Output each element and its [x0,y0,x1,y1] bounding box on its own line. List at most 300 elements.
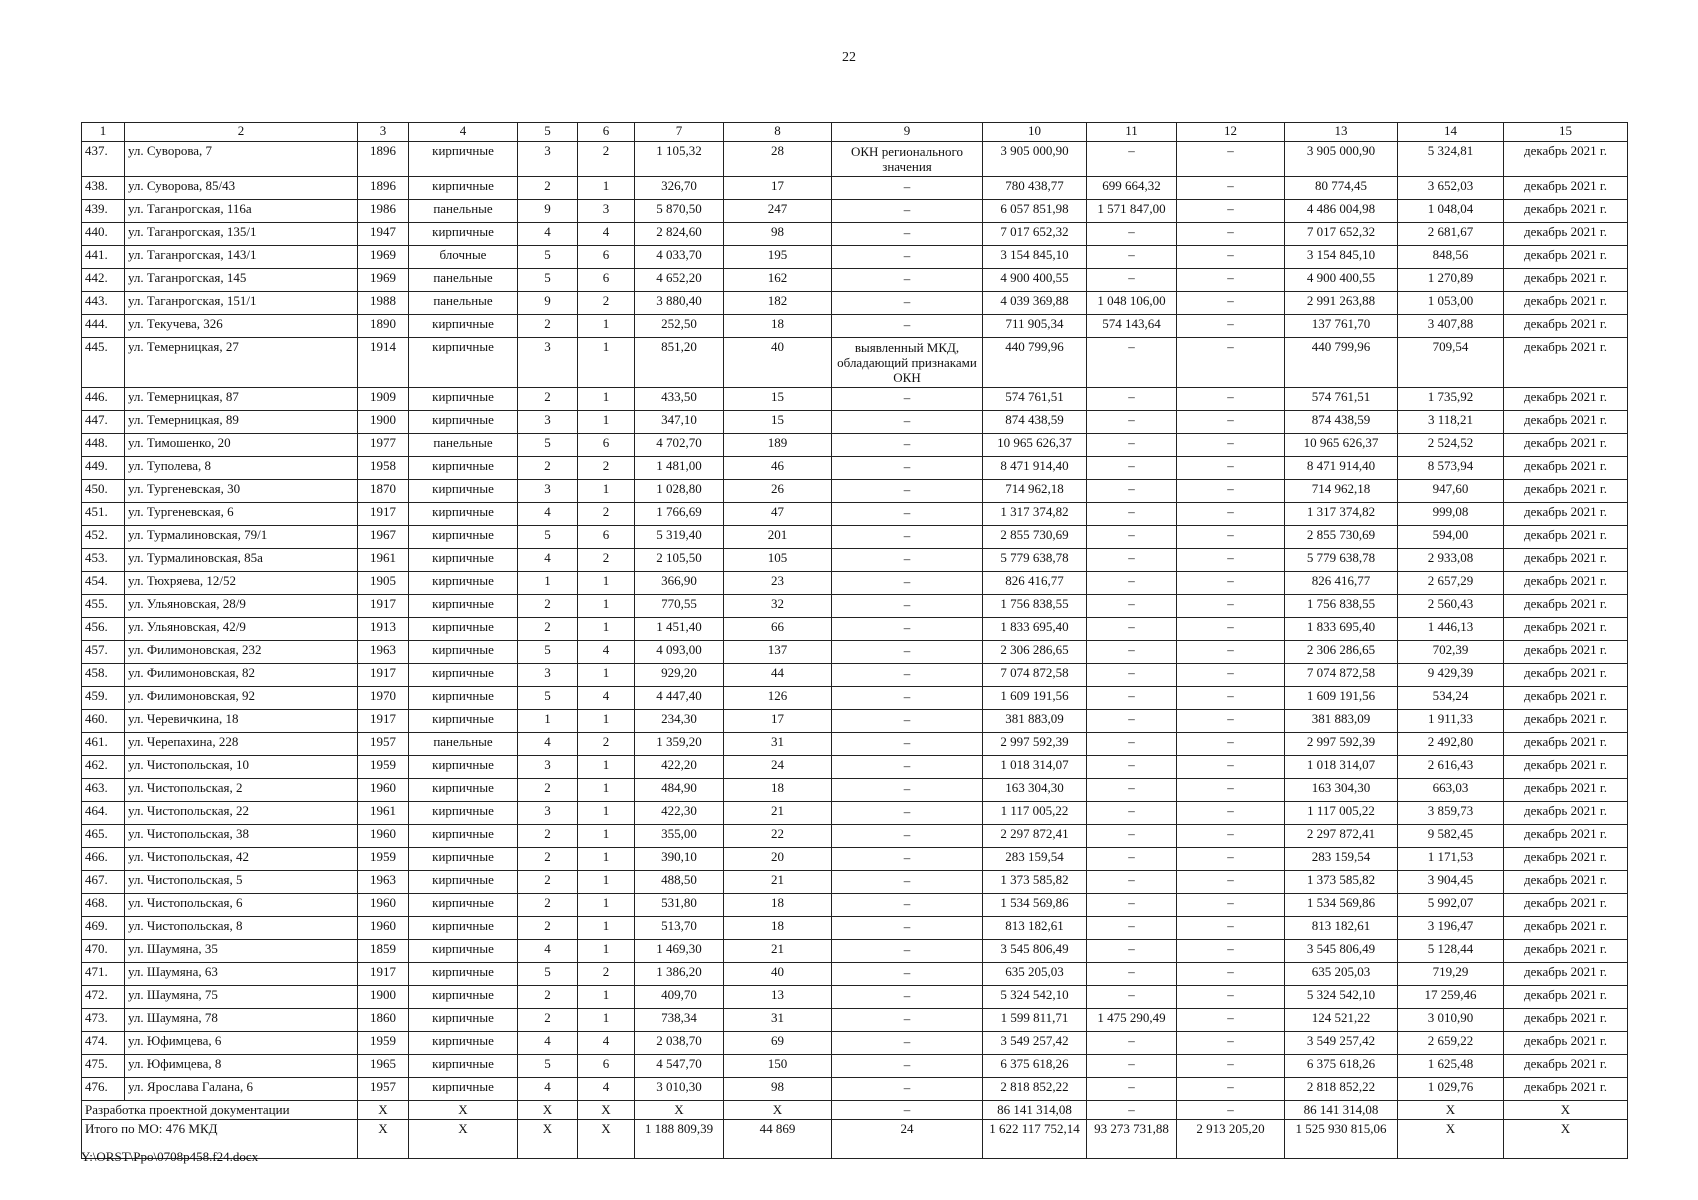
table-cell: 2 616,43 [1398,756,1504,779]
table-cell: 17 259,46 [1398,986,1504,1009]
table-cell: декабрь 2021 г. [1504,142,1628,177]
address-cell: ул. Чистопольская, 22 [125,802,358,825]
table-row [82,480,1628,503]
table-cell: – [1177,434,1285,457]
table-cell: 1 [578,848,635,871]
table-cell: 21 [724,940,832,963]
table-cell: – [1177,1032,1285,1055]
table-cell: кирпичные [409,894,518,917]
table-cell: 813 182,61 [983,917,1087,940]
table-cell: декабрь 2021 г. [1504,200,1628,223]
table-cell: 1 609 191,56 [1285,687,1398,710]
table-cell: 1 446,13 [1398,618,1504,641]
design-row [82,1101,1628,1120]
table-cell: 2 991 263,88 [1285,292,1398,315]
table-cell: 23 [724,572,832,595]
table-row [82,687,1628,710]
table-cell: 5 [518,641,578,664]
table-row [82,664,1628,687]
table-cell: 1 028,80 [635,480,724,503]
table-cell: панельные [409,292,518,315]
table-cell: 1917 [358,664,409,687]
table-cell: 1 [578,388,635,411]
table-cell: кирпичные [409,986,518,1009]
row-index-cell: 461. [82,733,125,756]
row-index-cell: 438. [82,177,125,200]
table-cell: – [832,802,983,825]
table-cell: декабрь 2021 г. [1504,503,1628,526]
table-cell: – [832,177,983,200]
table-cell: 3 549 257,42 [1285,1032,1398,1055]
address-cell: ул. Тимошенко, 20 [125,434,358,457]
table-cell: 1947 [358,223,409,246]
table-cell: 2 297 872,41 [1285,825,1398,848]
table-cell: – [1087,848,1177,871]
table-cell: 813 182,61 [1285,917,1398,940]
table-cell: 163 304,30 [1285,779,1398,802]
table-cell: 1917 [358,963,409,986]
total-cell: 93 273 731,88 [1087,1120,1177,1159]
table-cell: 851,20 [635,338,724,388]
table-cell: 1969 [358,246,409,269]
table-cell: 1 534 569,86 [1285,894,1398,917]
table-cell: 40 [724,963,832,986]
total-cell: 2 913 205,20 [1177,1120,1285,1159]
table-cell: – [1177,687,1285,710]
address-cell: ул. Чистопольская, 42 [125,848,358,871]
table-cell: – [1177,269,1285,292]
table-cell: 3 545 806,49 [1285,940,1398,963]
table-cell: – [832,940,983,963]
table-cell: 40 [724,338,832,388]
table-cell: – [1177,223,1285,246]
table-cell: кирпичные [409,142,518,177]
table-cell: – [832,756,983,779]
table-cell: – [1087,802,1177,825]
table-cell: 1 599 811,71 [983,1009,1087,1032]
address-cell: ул. Юфимцева, 8 [125,1055,358,1078]
table-cell: 10 965 626,37 [1285,434,1398,457]
row-index-cell: 441. [82,246,125,269]
table-cell: 3 905 000,90 [983,142,1087,177]
table-cell: – [1087,871,1177,894]
table-row [82,177,1628,200]
design-cell: X [578,1101,635,1120]
table-cell: 381 883,09 [1285,710,1398,733]
table-cell: 31 [724,1009,832,1032]
design-cell: X [1398,1101,1504,1120]
table-cell: 4 093,00 [635,641,724,664]
row-index-cell: 445. [82,338,125,388]
table-cell: 5 324 542,10 [983,986,1087,1009]
table-cell: 1 048,04 [1398,200,1504,223]
table-row [82,917,1628,940]
table-row [82,848,1628,871]
table-cell: 574 761,51 [1285,388,1398,411]
table-cell: кирпичные [409,802,518,825]
table-cell: 1 735,92 [1398,388,1504,411]
table-cell: кирпичные [409,526,518,549]
table-cell: 1900 [358,411,409,434]
table-cell: 2 560,43 [1398,595,1504,618]
table-cell: 770,55 [635,595,724,618]
table-cell: 702,39 [1398,641,1504,664]
table-cell: 18 [724,779,832,802]
table-cell: – [1087,986,1177,1009]
table-cell: декабрь 2021 г. [1504,292,1628,315]
table-cell: – [1177,338,1285,388]
table-row [82,710,1628,733]
table-cell: 9 582,45 [1398,825,1504,848]
address-cell: ул. Таганрогская, 116а [125,200,358,223]
table-cell: 1896 [358,177,409,200]
table-cell: 2 524,52 [1398,434,1504,457]
table-cell: декабрь 2021 г. [1504,411,1628,434]
table-cell: 2 297 872,41 [983,825,1087,848]
table-cell: – [1087,526,1177,549]
address-cell: ул. Темерницкая, 87 [125,388,358,411]
table-cell: 2 [518,457,578,480]
table-cell: 1 [578,595,635,618]
table-cell: 105 [724,549,832,572]
table-cell: 3 652,03 [1398,177,1504,200]
table-cell: – [832,687,983,710]
row-index-cell: 473. [82,1009,125,1032]
table-cell: – [1177,1055,1285,1078]
table-cell: – [1087,223,1177,246]
table-cell: декабрь 2021 г. [1504,940,1628,963]
table-cell: кирпичные [409,779,518,802]
address-cell: ул. Филимоновская, 92 [125,687,358,710]
table-cell: 2 105,50 [635,549,724,572]
table-cell: 5 [518,246,578,269]
table-cell: 5 128,44 [1398,940,1504,963]
table-cell: – [1177,871,1285,894]
table-cell: декабрь 2021 г. [1504,641,1628,664]
table-cell: 1960 [358,779,409,802]
table-cell: декабрь 2021 г. [1504,269,1628,292]
column-number: 10 [983,123,1087,142]
address-cell: ул. Ульяновская, 28/9 [125,595,358,618]
row-index-cell: 447. [82,411,125,434]
table-cell: 1913 [358,618,409,641]
table-cell: декабрь 2021 г. [1504,572,1628,595]
table-cell: 9 [518,292,578,315]
table-cell: 13 [724,986,832,1009]
table-cell: 2 818 852,22 [1285,1078,1398,1101]
page-number: 22 [842,50,856,65]
total-cell: X [518,1120,578,1159]
column-number: 11 [1087,123,1177,142]
table-cell: 711 905,34 [983,315,1087,338]
row-index-cell: 469. [82,917,125,940]
design-label: Разработка проектной документации [82,1101,358,1120]
table-cell: 2 997 592,39 [1285,733,1398,756]
design-cell: – [832,1101,983,1120]
table-cell: 2 [518,388,578,411]
address-cell: ул. Текучева, 326 [125,315,358,338]
table-cell: 381 883,09 [983,710,1087,733]
table-cell: 1 571 847,00 [1087,200,1177,223]
table-cell: 4 [578,1032,635,1055]
table-cell: – [1177,246,1285,269]
table-cell: – [832,710,983,733]
table-cell: 4 900 400,55 [983,269,1087,292]
table-cell: 440 799,96 [983,338,1087,388]
table-cell: декабрь 2021 г. [1504,549,1628,572]
table-cell: 4 [578,1078,635,1101]
table-cell: 999,08 [1398,503,1504,526]
address-cell: ул. Турмалиновская, 79/1 [125,526,358,549]
table-cell: 1 048 106,00 [1087,292,1177,315]
design-cell: – [1177,1101,1285,1120]
table-cell: 635 205,03 [983,963,1087,986]
table-cell: панельные [409,733,518,756]
table-cell: 355,00 [635,825,724,848]
table-cell: 1957 [358,1078,409,1101]
design-cell: 86 141 314,08 [1285,1101,1398,1120]
address-cell: ул. Тургеневская, 30 [125,480,358,503]
table-cell: – [832,664,983,687]
table-cell: 1 [578,802,635,825]
table-cell: кирпичные [409,480,518,503]
table-cell: – [1087,779,1177,802]
table-cell: – [1177,457,1285,480]
table-cell: – [1087,664,1177,687]
table-cell: 433,50 [635,388,724,411]
table-cell: 5 [518,269,578,292]
table-cell: 283 159,54 [1285,848,1398,871]
table-cell: 3 [518,480,578,503]
table-cell: – [1087,338,1177,388]
table-cell: 1 481,00 [635,457,724,480]
table-cell: 6 [578,246,635,269]
table-row [82,315,1628,338]
table-cell: 2 038,70 [635,1032,724,1055]
address-cell: ул. Шаумяна, 63 [125,963,358,986]
row-index-cell: 468. [82,894,125,917]
table-cell: 1 [578,986,635,1009]
table-cell: кирпичные [409,315,518,338]
row-index-cell: 470. [82,940,125,963]
table-cell: 1 534 569,86 [983,894,1087,917]
table-cell: 2 [518,1009,578,1032]
table-cell: 1 373 585,82 [983,871,1087,894]
table-cell: 283 159,54 [983,848,1087,871]
table-cell: 5 [518,526,578,549]
total-cell: 1 525 930 815,06 [1285,1120,1398,1159]
table-cell: 3 904,45 [1398,871,1504,894]
table-cell: 1960 [358,825,409,848]
table-cell: – [1177,572,1285,595]
table-cell: – [1177,480,1285,503]
table-cell: 929,20 [635,664,724,687]
table-row [82,1009,1628,1032]
table-cell: – [832,825,983,848]
table-cell: – [1177,526,1285,549]
table-cell: 1 766,69 [635,503,724,526]
table-cell: – [1177,388,1285,411]
table-cell: 3 549 257,42 [983,1032,1087,1055]
table-cell: 3 [518,756,578,779]
table-cell: 6 375 618,26 [1285,1055,1398,1078]
row-index-cell: 457. [82,641,125,664]
table-cell: 2 [518,177,578,200]
table-cell: – [832,549,983,572]
address-cell: ул. Суворова, 7 [125,142,358,177]
table-cell: – [832,1078,983,1101]
table-cell: 1 [578,825,635,848]
table-row [82,526,1628,549]
table-cell: – [832,246,983,269]
table-cell: 7 074 872,58 [1285,664,1398,687]
table-cell: кирпичные [409,1078,518,1101]
table-cell: 4 447,40 [635,687,724,710]
column-number: 13 [1285,123,1398,142]
table-cell: 1 [578,338,635,388]
table-cell: кирпичные [409,595,518,618]
table-cell: 1 117 005,22 [1285,802,1398,825]
table-cell: декабрь 2021 г. [1504,338,1628,388]
table-cell: 252,50 [635,315,724,338]
table-cell: кирпичные [409,1009,518,1032]
table-cell: 2 [518,595,578,618]
table-cell: декабрь 2021 г. [1504,986,1628,1009]
table-cell: декабрь 2021 г. [1504,779,1628,802]
table-cell: 826 416,77 [983,572,1087,595]
table-cell: 1 756 838,55 [983,595,1087,618]
design-cell: X [1504,1101,1628,1120]
table-cell: декабрь 2021 г. [1504,1078,1628,1101]
table-cell: 31 [724,733,832,756]
table-cell: – [1087,963,1177,986]
table-cell: кирпичные [409,457,518,480]
table-cell: 2 824,60 [635,223,724,246]
table-cell: 326,70 [635,177,724,200]
table-cell: декабрь 2021 г. [1504,223,1628,246]
row-index-cell: 467. [82,871,125,894]
table-cell: – [1087,618,1177,641]
table-cell: 2 [518,315,578,338]
table-row [82,457,1628,480]
table-cell: 1 105,32 [635,142,724,177]
table-cell: 1 833 695,40 [1285,618,1398,641]
table-cell: 1961 [358,549,409,572]
table-cell: 5 [518,963,578,986]
table-cell: – [832,1055,983,1078]
table-cell: – [1177,292,1285,315]
table-cell: 1 270,89 [1398,269,1504,292]
table-cell: 4 [518,503,578,526]
table-cell: декабрь 2021 г. [1504,526,1628,549]
table-cell: 1 [578,480,635,503]
table-cell: 1909 [358,388,409,411]
table-cell: 3 407,88 [1398,315,1504,338]
table-cell: 1970 [358,687,409,710]
table-cell: 1 117 005,22 [983,802,1087,825]
table-cell: – [1177,595,1285,618]
table-cell: 1988 [358,292,409,315]
table-cell: декабрь 2021 г. [1504,963,1628,986]
table-cell: 7 017 652,32 [983,223,1087,246]
table-cell: 247 [724,200,832,223]
table-cell: 1 [578,871,635,894]
table-cell: 2 933,08 [1398,549,1504,572]
row-index-cell: 465. [82,825,125,848]
table-cell: 635 205,03 [1285,963,1398,986]
table-cell: 1 373 585,82 [1285,871,1398,894]
table-cell: кирпичные [409,388,518,411]
table-row [82,269,1628,292]
address-cell: ул. Туполева, 8 [125,457,358,480]
table-cell: 699 664,32 [1087,177,1177,200]
row-index-cell: 462. [82,756,125,779]
table-cell: декабрь 2021 г. [1504,917,1628,940]
table-cell: 163 304,30 [983,779,1087,802]
table-cell: – [1177,1009,1285,1032]
table-cell: – [1177,142,1285,177]
total-cell: 1 188 809,39 [635,1120,724,1159]
table-cell: 18 [724,315,832,338]
table-row [82,1032,1628,1055]
table-cell: 17 [724,710,832,733]
table-cell: 20 [724,848,832,871]
table-cell: – [1177,315,1285,338]
table-cell: кирпичные [409,223,518,246]
table-cell: 126 [724,687,832,710]
address-cell: ул. Филимоновская, 82 [125,664,358,687]
table-cell: декабрь 2021 г. [1504,733,1628,756]
table-cell: 714 962,18 [983,480,1087,503]
table-cell: 1 [518,572,578,595]
table-cell: 2 [518,825,578,848]
table-cell: 3 010,30 [635,1078,724,1101]
table-cell: 2 855 730,69 [983,526,1087,549]
table-cell: 874 438,59 [983,411,1087,434]
table-cell: 347,10 [635,411,724,434]
table-cell: панельные [409,269,518,292]
table-cell: 366,90 [635,572,724,595]
table-cell: 124 521,22 [1285,1009,1398,1032]
column-number: 6 [578,123,635,142]
table-cell: 28 [724,142,832,177]
table-cell: – [1177,963,1285,986]
table-cell: – [1087,434,1177,457]
table-row [82,756,1628,779]
table-cell: 1969 [358,269,409,292]
address-cell: ул. Тургеневская, 6 [125,503,358,526]
table-cell: – [1087,269,1177,292]
table-cell: 22 [724,825,832,848]
table-cell: 3 [518,664,578,687]
row-index-cell: 439. [82,200,125,223]
table-cell: 1 833 695,40 [983,618,1087,641]
design-cell: X [358,1101,409,1120]
table-cell: декабрь 2021 г. [1504,434,1628,457]
table-cell: кирпичные [409,917,518,940]
table-cell: 1890 [358,315,409,338]
table-cell: панельные [409,200,518,223]
table-cell: 10 965 626,37 [983,434,1087,457]
column-number: 14 [1398,123,1504,142]
table-cell: – [1177,802,1285,825]
table-cell: – [1177,503,1285,526]
table-cell: кирпичные [409,871,518,894]
table-cell: – [1177,733,1285,756]
table-cell: – [832,526,983,549]
table-cell: декабрь 2021 г. [1504,480,1628,503]
table-cell: – [1087,710,1177,733]
